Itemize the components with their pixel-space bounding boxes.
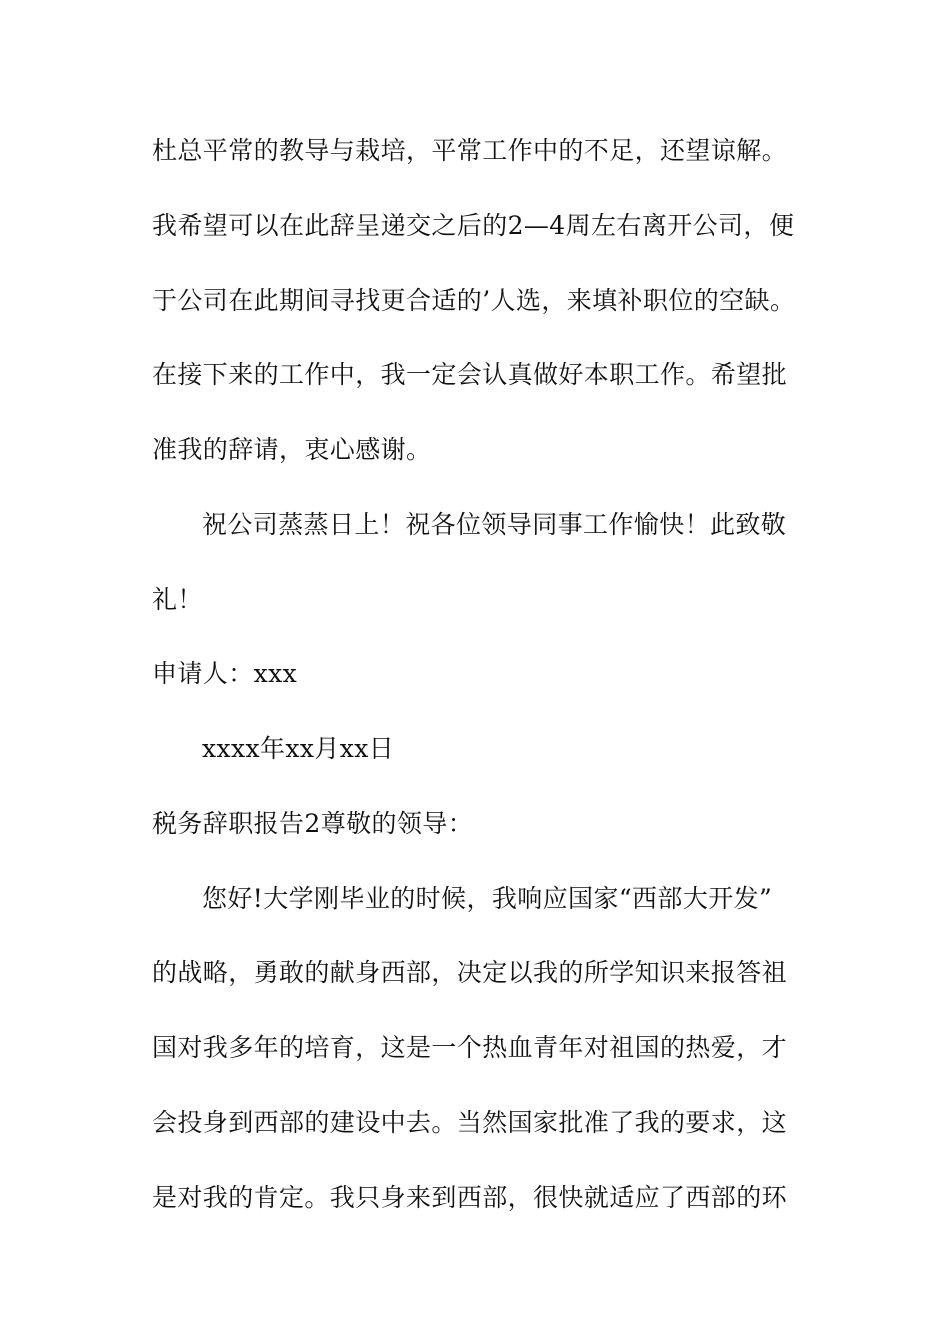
text-line: 杜总平常的教导与栽培，平常工作中的不足，还望谅解。 — [152, 136, 788, 165]
text-line: 是对我的肯定。我只身来到西部，很快就适应了西部的环 — [152, 1183, 788, 1212]
date-line: xxxx年xx月xx日 — [202, 734, 395, 763]
text-line: 我希望可以在此辞呈递交之后的2—4周左右离开公司，便 — [152, 211, 795, 240]
text-line: 会投身到西部的建设中去。当然国家批准了我的要求，这 — [152, 1108, 788, 1137]
text-line: 于公司在此期间寻找更合适的’人选，来填补职位的空缺。 — [152, 286, 796, 315]
text-line: 礼！ — [152, 585, 203, 614]
section-heading: 税务辞职报告2尊敬的领导： — [152, 809, 474, 838]
text-line: 祝公司蒸蒸日上！祝各位领导同事工作愉快！此致敬 — [202, 510, 787, 539]
text-line: 国对我多年的培育，这是一个热血青年对祖国的热爱，才 — [152, 1033, 788, 1062]
text-line: 准我的辞请，衷心感谢。 — [152, 435, 432, 464]
applicant-line: 申请人：xxx — [152, 659, 298, 688]
text-line: 您好!大学刚毕业的时候，我响应国家“西部大开发” — [202, 884, 773, 913]
text-line: 在接下来的工作中，我一定会认真做好本职工作。希望批 — [152, 360, 788, 389]
text-line: 的战略，勇敢的献身西部，决定以我的所学知识来报答祖 — [152, 958, 788, 987]
